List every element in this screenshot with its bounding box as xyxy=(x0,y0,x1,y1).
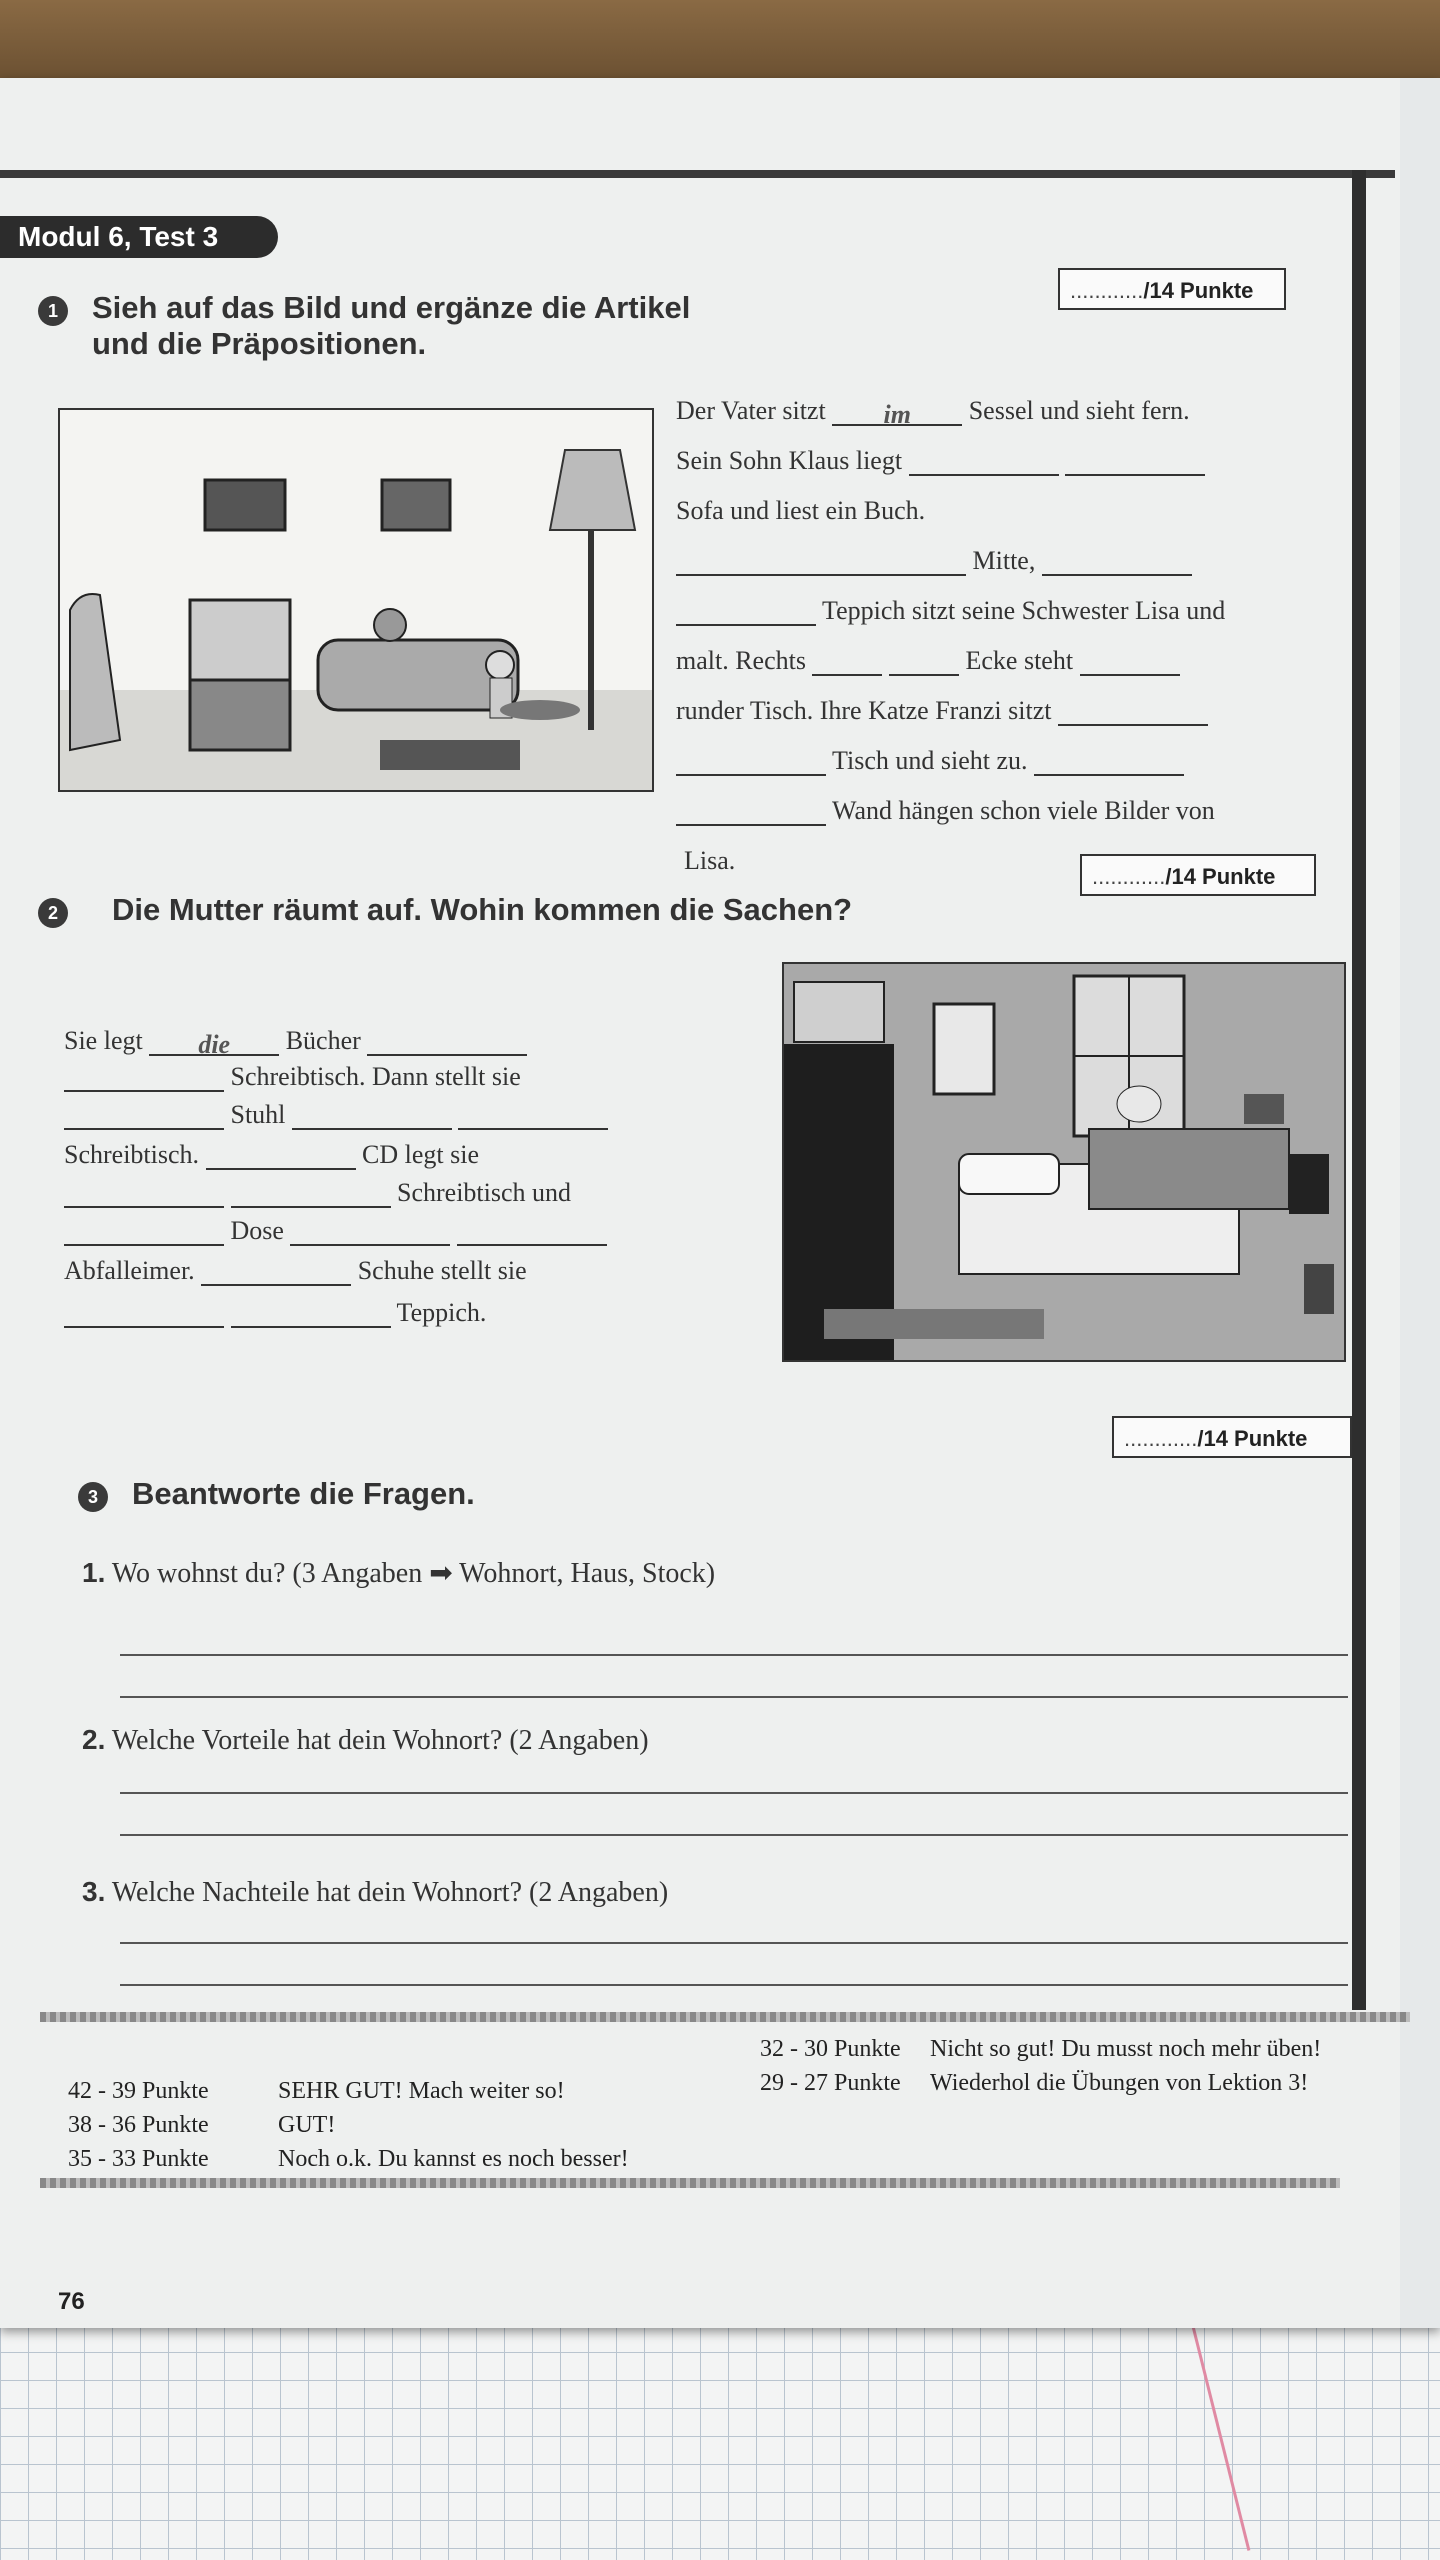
points-label: /14 Punkte xyxy=(1143,278,1254,303)
s2-line-1-pre: Sie legt xyxy=(64,1026,150,1055)
s1-blank-3[interactable] xyxy=(1065,450,1205,476)
s2-blank-11[interactable] xyxy=(290,1220,450,1246)
s2-blank-15[interactable] xyxy=(231,1302,391,1328)
section-1-number: 1 xyxy=(38,296,68,326)
s1-blank-2[interactable] xyxy=(909,450,1059,476)
points-dots: ............ xyxy=(1070,278,1144,303)
s1-line-1-pre: Der Vater sitzt xyxy=(676,396,833,425)
question-3-text: Welche Nachteile hat dein Wohnort? (2 Angaben) xyxy=(111,1877,669,1908)
s1-line-6-pre: malt. Rechts xyxy=(676,646,813,675)
s1-line-1-post: Sessel und sieht fern. xyxy=(962,396,1190,425)
grade-4-points: 32 - 30 Punkte xyxy=(760,2036,901,2062)
s2-blank-3[interactable] xyxy=(64,1066,224,1092)
s1-blank-12[interactable] xyxy=(1034,750,1184,776)
s2-line-8-text: Teppich. xyxy=(396,1298,487,1327)
question-2-text: Welche Vorteile hat dein Wohnort? (2 Angaben) xyxy=(111,1725,649,1756)
s2-line-8 xyxy=(64,1298,486,1328)
answer-line-1b[interactable] xyxy=(120,1696,1348,1698)
answer-line-3a[interactable] xyxy=(120,1942,1348,1944)
living-room-drawing xyxy=(60,410,652,790)
section-1-title-line2: und die Präpositionen. xyxy=(92,326,427,361)
s2-blank-12[interactable] xyxy=(457,1220,607,1246)
s1-blank-9[interactable] xyxy=(1080,650,1180,676)
s2-blank-5[interactable] xyxy=(292,1104,452,1130)
answer-line-1a[interactable] xyxy=(120,1654,1348,1656)
s2-blank-10[interactable] xyxy=(64,1220,224,1246)
s1-line-2-pre: Sein Sohn Klaus liegt xyxy=(676,446,903,475)
s2-line-5-text: Schreibtisch und xyxy=(397,1178,572,1207)
bedroom-drawing xyxy=(784,964,1344,1360)
points-dots: ............ xyxy=(1124,1426,1198,1451)
s2-blank-8[interactable] xyxy=(64,1182,224,1208)
question-3 xyxy=(82,1876,668,1909)
s1-line-1 xyxy=(676,396,1190,429)
s1-blank-13[interactable] xyxy=(676,800,826,826)
grade-row-5 xyxy=(760,2070,1308,2097)
section-2-number: 2 xyxy=(38,898,68,928)
s1-line-6 xyxy=(676,646,1180,676)
s1-line-3: Sofa und liest ein Buch. xyxy=(676,496,926,525)
s1-line-5-post: Teppich sitzt seine Schwester Lisa und xyxy=(816,596,1226,625)
s2-line-4a: Schreibtisch. xyxy=(64,1140,200,1169)
points-dots: ............ xyxy=(1092,864,1166,889)
answer-line-2a[interactable] xyxy=(120,1792,1348,1794)
grade-2-points: 38 - 36 Punkte xyxy=(68,2112,209,2138)
side-rule xyxy=(1352,170,1366,2010)
s1-line-2 xyxy=(676,446,1205,476)
grade-2-text: GUT! xyxy=(278,2112,336,2138)
points-label: /14 Punkte xyxy=(1197,1426,1308,1451)
section-3-points-box xyxy=(1112,1416,1352,1458)
grade-row-3 xyxy=(68,2146,629,2173)
s2-line-4b: CD legt sie xyxy=(362,1140,480,1169)
s2-blank-1[interactable]: die xyxy=(149,1030,279,1056)
s1-blank-6[interactable] xyxy=(676,600,816,626)
living-room-illustration xyxy=(58,408,654,792)
grade-row-4 xyxy=(760,2036,1321,2063)
page-edge xyxy=(1400,78,1440,2328)
s2-line-2-text: Schreibtisch. Dann stellt sie xyxy=(230,1062,521,1091)
s2-line-5 xyxy=(64,1178,571,1208)
module-badge: Modul 6, Test 3 xyxy=(0,216,278,258)
s1-blank-10[interactable] xyxy=(1058,700,1208,726)
question-3-number: 3. xyxy=(82,1876,106,1907)
question-2 xyxy=(82,1724,649,1757)
s1-blank-8[interactable] xyxy=(889,650,959,676)
grade-3-points: 35 - 33 Punkte xyxy=(68,2146,209,2172)
bedroom-illustration xyxy=(782,962,1346,1362)
worksheet-page xyxy=(0,78,1440,2328)
s2-blank-7[interactable] xyxy=(206,1144,356,1170)
grade-5-text: Wiederhol die Übungen von Lektion 3! xyxy=(930,2070,1309,2096)
s2-blank-2[interactable] xyxy=(367,1030,527,1056)
section-1-title-line1: Sieh auf das Bild und ergänze die Artikel xyxy=(92,290,691,325)
s2-line-6 xyxy=(64,1216,607,1246)
s1-blank-7[interactable] xyxy=(812,650,882,676)
section-3-number: 3 xyxy=(78,1482,108,1512)
s1-blank-11[interactable] xyxy=(676,750,826,776)
section-2-points-box xyxy=(1080,854,1316,896)
section-2-title: Die Mutter räumt auf. Wohin kommen die Sachen? xyxy=(112,892,853,927)
top-rule xyxy=(0,170,1395,178)
points-label: /14 Punkte xyxy=(1165,864,1276,889)
s2-line-3 xyxy=(64,1100,608,1130)
s2-blank-14[interactable] xyxy=(64,1302,224,1328)
s1-line-4 xyxy=(676,546,1192,576)
question-1-number: 1. xyxy=(82,1557,106,1588)
answer-line-3b[interactable] xyxy=(120,1984,1348,1986)
s2-blank-9[interactable] xyxy=(231,1182,391,1208)
grade-3-text: Noch o.k. Du kannst es noch besser! xyxy=(278,2146,629,2172)
s1-line-7 xyxy=(676,696,1208,726)
s1-line-5 xyxy=(676,596,1225,626)
s2-blank-4[interactable] xyxy=(64,1104,224,1130)
s2-line-6-text: Dose xyxy=(230,1216,284,1245)
grade-5-points: 29 - 27 Punkte xyxy=(760,2070,901,2096)
divider-band-top xyxy=(40,2012,1410,2022)
s2-line-3-text: Stuhl xyxy=(230,1100,286,1129)
grade-1-points: 42 - 39 Punkte xyxy=(68,2078,209,2104)
s2-line-7 xyxy=(64,1256,527,1286)
s2-blank-13[interactable] xyxy=(201,1260,351,1286)
grade-4-text: Nicht so gut! Du musst noch mehr üben! xyxy=(930,2036,1322,2062)
section-3-title: Beantworte die Fragen. xyxy=(132,1476,475,1511)
question-1 xyxy=(82,1556,715,1590)
s1-blank-1[interactable]: im xyxy=(832,400,962,426)
s1-line-8 xyxy=(676,746,1184,776)
question-1-text: Wo wohnst du? (3 Angaben ➡ Wohnort, Haus, Stock) xyxy=(111,1558,716,1589)
page-number: 76 xyxy=(58,2288,85,2315)
s1-line-9 xyxy=(676,796,1215,826)
grade-1-text: SEHR GUT! Mach weiter so! xyxy=(278,2078,565,2104)
grade-row-1 xyxy=(68,2078,565,2105)
section-1-points-box xyxy=(1058,268,1286,310)
answer-line-2b[interactable] xyxy=(120,1834,1348,1836)
s1-line-10: Lisa. xyxy=(684,846,736,875)
s2-line-4 xyxy=(64,1140,479,1170)
s2-blank-6[interactable] xyxy=(458,1104,608,1130)
s2-line-7a: Abfalleimer. xyxy=(64,1256,195,1285)
s1-line-9-post: Wand hängen schon viele Bilder von xyxy=(826,796,1215,825)
s2-line-1-post: Bücher xyxy=(279,1026,361,1055)
s1-line-6-post: Ecke steht xyxy=(958,646,1074,675)
divider-band-bottom xyxy=(40,2178,1340,2188)
s1-blank-4[interactable] xyxy=(676,550,966,576)
s1-line-4-post: Mitte, xyxy=(966,546,1042,575)
s1-blank-5[interactable] xyxy=(1042,550,1192,576)
s2-line-1 xyxy=(64,1026,527,1059)
s1-line-7-pre: runder Tisch. Ihre Katze Franzi sitzt xyxy=(676,696,1052,725)
s1-line-8-post: Tisch und sieht zu. xyxy=(826,746,1028,775)
grade-row-2 xyxy=(68,2112,335,2139)
s2-line-2 xyxy=(64,1062,521,1092)
question-2-number: 2. xyxy=(82,1724,106,1755)
s2-line-7b: Schuhe stellt sie xyxy=(357,1256,527,1285)
